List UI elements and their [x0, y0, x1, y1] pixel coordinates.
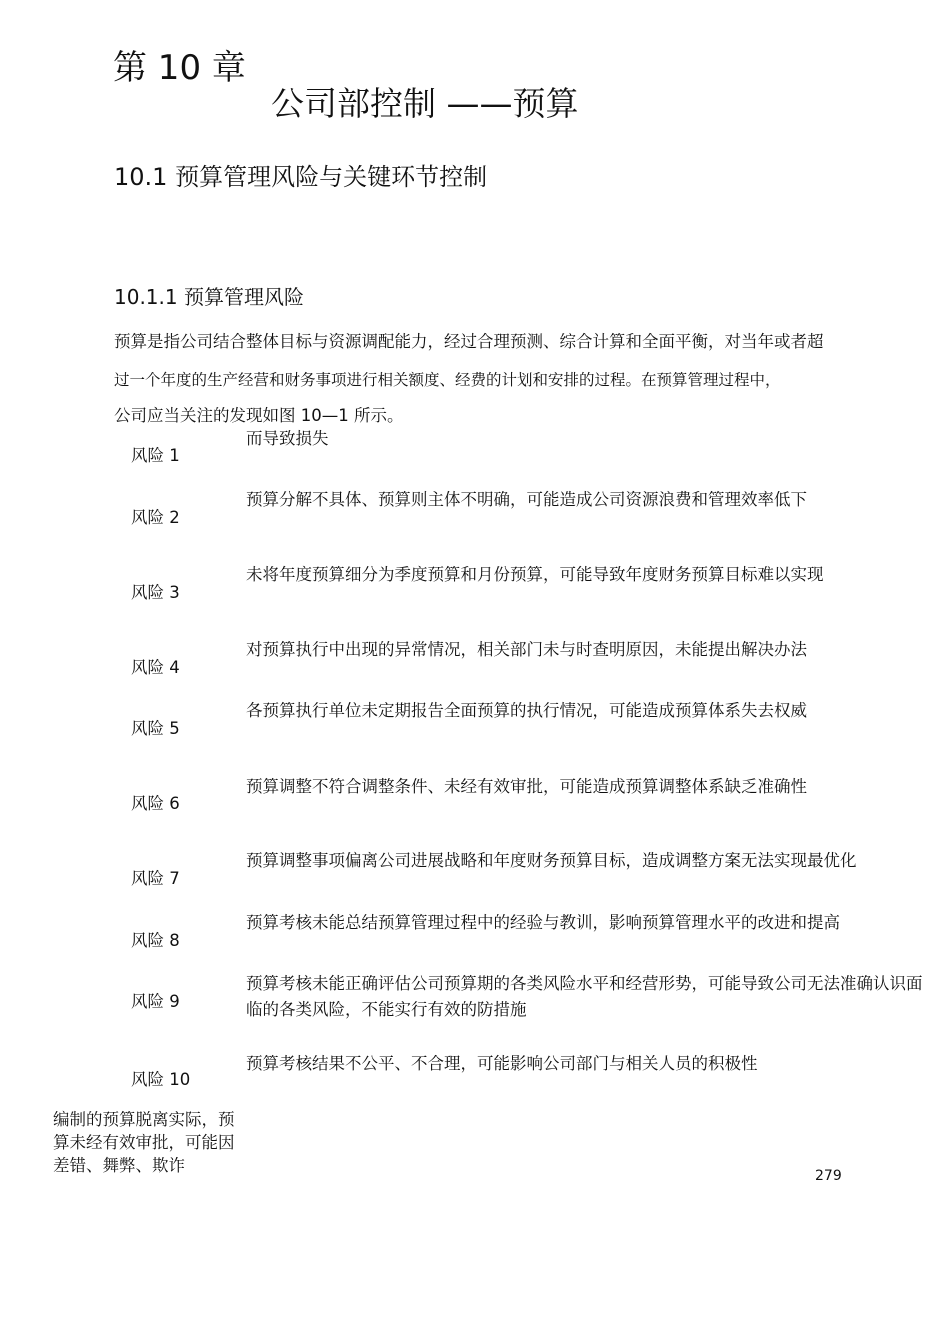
risk-7-label: 风险 7: [131, 869, 180, 888]
chapter-title: 公司部控制 ——预算: [271, 84, 579, 123]
risk-4-label: 风险 4: [131, 658, 180, 677]
risk-2-description: 预算分解不具体、预算则主体不明确，可能造成公司资源浪费和管理效率低下: [246, 490, 807, 509]
risk-1-description: 而导致损失: [246, 429, 329, 448]
risk-2-label: 风险 2: [131, 508, 180, 527]
risk-3-label: 风险 3: [131, 583, 180, 602]
risk-6-description: 预算调整不符合调整条件、未经有效审批，可能造成预算调整体系缺乏准确性: [246, 777, 807, 796]
chapter-number: 第 10 章: [113, 48, 246, 88]
risk-1-label: 风险 1: [131, 446, 180, 465]
risk-10-description: 预算考核结果不公平、不合理，可能影响公司部门与相关人员的积极性: [246, 1054, 758, 1073]
risk-8-label: 风险 8: [131, 931, 180, 950]
intro-paragraph-line-3: 公司应当关注的发现如图 10—1 所示。: [114, 406, 404, 425]
risk-3-description: 未将年度预算细分为季度预算和月份预算，可能导致年度财务预算目标难以实现: [246, 565, 824, 584]
risk-8-description: 预算考核未能总结预算管理过程中的经验与教训，影响预算管理水平的改进和提高: [246, 913, 840, 932]
risk-10-label: 风险 10: [131, 1070, 191, 1089]
risk-1-overflow-note: 编制的预算脱离实际，预算未经有效审批，可能因差错、舞弊、欺诈: [53, 1110, 235, 1175]
intro-paragraph-line-2: 过一个年度的生产经营和财务事项进行相关额度、经费的计划和安排的过程。在预算管理过程中，: [114, 371, 781, 389]
risk-6-label: 风险 6: [131, 794, 180, 813]
risk-7-description: 预算调整事项偏离公司进展战略和年度财务预算目标，造成调整方案无法实现最优化: [246, 851, 857, 870]
risk-5-description: 各预算执行单位未定期报告全面预算的执行情况，可能造成预算体系失去权威: [246, 701, 807, 720]
risk-5-label: 风险 5: [131, 719, 180, 738]
risk-9-label: 风险 9: [131, 992, 180, 1011]
section-heading: 10.1 预算管理风险与关键环节控制: [114, 163, 488, 191]
subsection-heading: 10.1.1 预算管理风险: [114, 285, 304, 309]
risk-9-description: 预算考核未能正确评估公司预算期的各类风险水平和经营形势，可能导致公司无法准确认识面临的各类风险，不能实行有效的防措施: [246, 974, 923, 1019]
risk-4-description: 对预算执行中出现的异常情况，相关部门未与时查明原因，未能提出解决办法: [246, 640, 807, 659]
intro-paragraph-line-1: 预算是指公司结合整体目标与资源调配能力，经过合理预测、综合计算和全面平衡，对当年或者超: [114, 332, 824, 351]
page-number: 279: [815, 1168, 842, 1184]
